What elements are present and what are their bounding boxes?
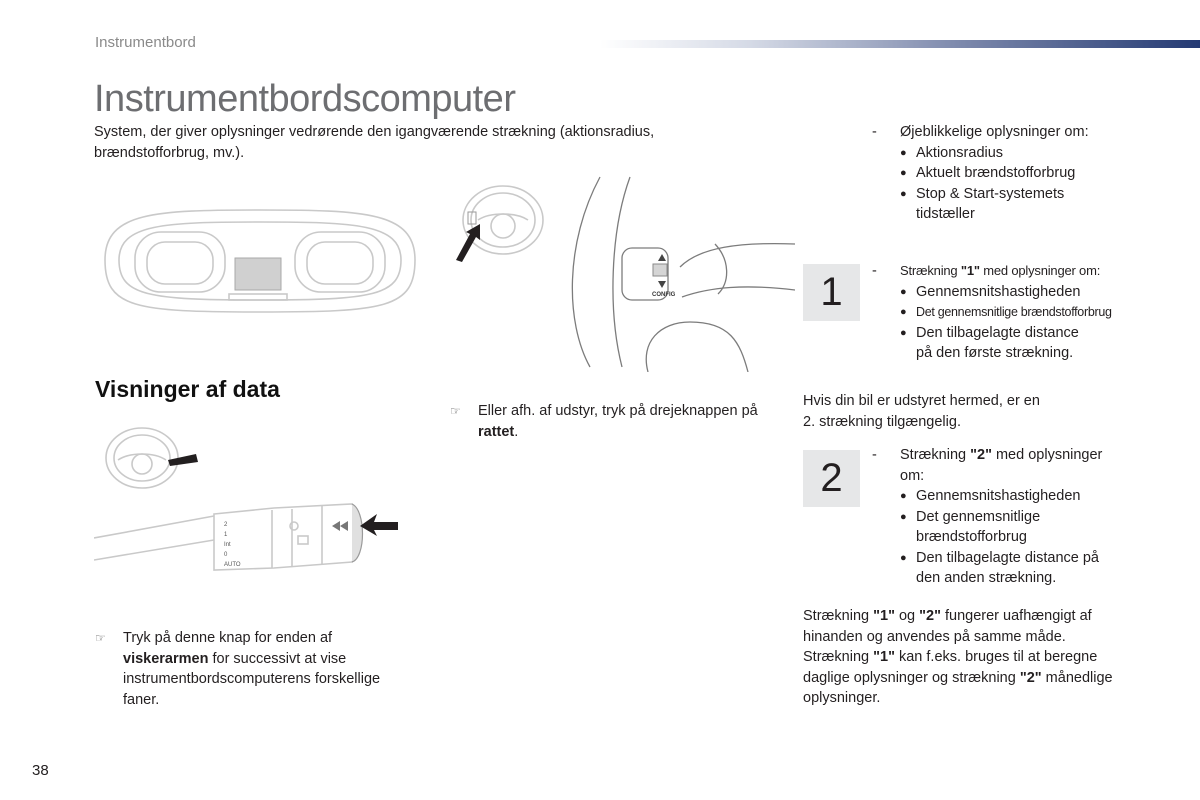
page-title: Instrumentbordscomputer	[94, 78, 516, 120]
stalk-label-1: 1	[224, 532, 228, 538]
trip-2-list	[872, 486, 1132, 589]
instant-info-list	[872, 143, 1132, 225]
list-item: ● Den tilbagelagte distance på den anden strækning.	[900, 548, 1106, 589]
section-header: Instrumentbord	[95, 34, 196, 51]
instant-info-block: - Øjeblikkelige oplysninger om: ● Aktionsradius ● Aktuelt brændstofforbrug ● Stop & Start-systemets tidstæller	[872, 122, 1132, 225]
closing-paragraph: Strækning "1" og "2" fungerer uafhængigt af hinanden og anvendes på samme måde. Strækning "1" kan f.eks. bruges til at beregne daglige oplysninger og strækning "2" månedlige oplysninger.	[803, 608, 1113, 706]
list-item: ● Det gennemsnitlige brændstofforbrug	[900, 507, 1076, 548]
steering-wheel-closeup	[570, 172, 795, 372]
list-item: ● Gennemsnitshastigheden	[900, 282, 1162, 303]
stalk-label-int: Int	[224, 542, 231, 548]
stalk-label-0: 0	[224, 552, 228, 558]
instant-info-lead: Øjeblikkelige oplysninger om:	[900, 124, 1089, 140]
trip-2-number-box: 2	[803, 450, 860, 507]
instrument-cluster-illustration	[95, 200, 425, 325]
list-item: ● Det gennemsnitlige brændstofforbrug	[900, 302, 1162, 323]
list-item: ● Stop & Start-systemets tidstæller	[900, 184, 1086, 225]
wiper-stalk-illustration	[94, 418, 404, 588]
second-trip-availability: Hvis din bil er udstyret hermed, er en 2. strækning tilgængelig.	[803, 393, 1040, 430]
steering-wheel-thumbnail	[450, 182, 550, 267]
trip-1-lead: Strækning "1" med oplysninger om:	[900, 263, 1101, 278]
note-wiper-stalk: ☞ Tryk på denne knap for enden af viskerarmen for successivt at vise instrumentbordscomputerens forskellige faner.	[95, 630, 381, 708]
trip-1-list	[872, 282, 1162, 364]
stalk-label-auto: AUTO	[224, 562, 241, 568]
list-item: ● Aktuelt brændstofforbrug	[900, 163, 1132, 184]
page-number: 38	[32, 762, 49, 779]
hand-pointer-icon: ☞	[95, 631, 106, 645]
stalk-label-2: 2	[224, 522, 228, 528]
config-button-label: CONFIG	[652, 292, 676, 298]
intro-text: System, der giver oplysninger vedrørende den igangværende strækning (aktionsradius, brændstofforbrug, mv.).	[94, 124, 655, 161]
trip-2-lead: Strækning "2" med oplysninger om:	[900, 447, 1103, 484]
hand-pointer-icon: ☞	[450, 404, 461, 418]
section-subheading: Visninger af data	[95, 376, 280, 402]
note-steering-wheel: ☞ Eller afh. af udstyr, tryk på drejeknappen på rattet.	[450, 403, 758, 440]
trip-1-number-box: 1	[803, 264, 860, 321]
stalk-position-labels	[224, 522, 241, 568]
bold-viskerarmen: viskerarmen	[123, 650, 209, 667]
list-item: ● Den tilbagelagte distance på den første strækning.	[900, 323, 1096, 364]
trip-2-block: - Strækning "2" med oplysninger om: ● Gennemsnitshastigheden ● Det gennemsnitlige brændstofforbrug ● Den tilbagelagte distance på den anden strækning.	[872, 445, 1132, 589]
header-gradient-bar	[600, 40, 1200, 48]
trip-1-block: - Strækning "1" med oplysninger om: ● Gennemsnitshastigheden ● Det gennemsnitlige brændstofforbrug ● Den tilbagelagte distance på den første strækning.	[872, 261, 1162, 364]
list-item: ● Aktionsradius	[900, 143, 1132, 164]
bold-rattet: rattet	[478, 423, 515, 440]
list-item: ● Gennemsnitshastigheden	[900, 486, 1132, 507]
